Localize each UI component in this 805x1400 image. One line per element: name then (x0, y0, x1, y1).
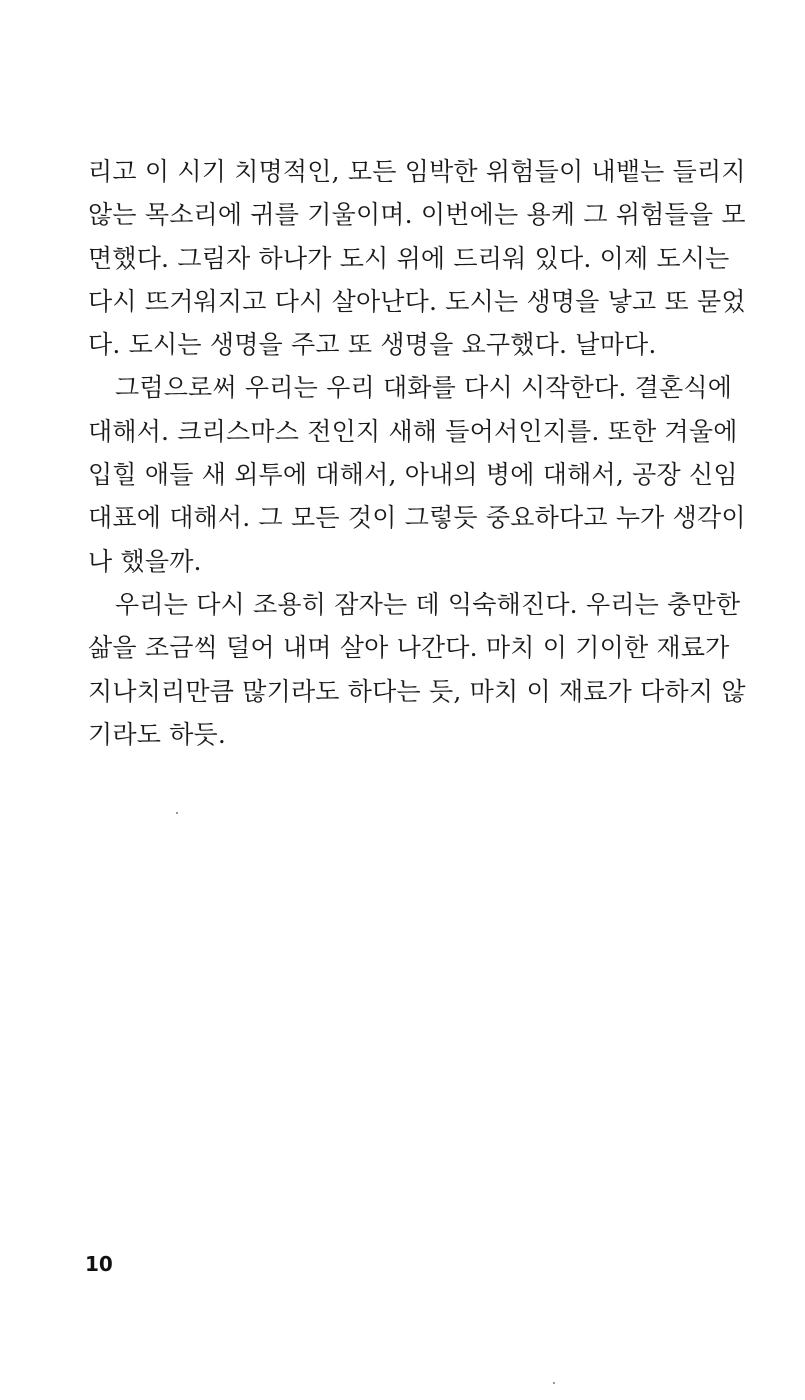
text-line: 기라도 하듯. (88, 719, 227, 749)
text-line: 우리는 다시 조용히 잠자는 데 익숙해진다. 우리는 충만한 (115, 589, 741, 619)
text-line: 않는 목소리에 귀를 기울이며. 이번에는 용케 그 위험들을 모 (88, 200, 746, 230)
scan-speck (553, 1382, 555, 1384)
text-line: 삶을 조금씩 덜어 내며 살아 나간다. 마치 이 기이한 재료가 (88, 633, 730, 663)
text-line: 대표에 대해서. 그 모든 것이 그렇듯 중요하다고 누가 생각이 (88, 503, 746, 533)
body-text (88, 150, 768, 756)
paragraph-1 (88, 150, 768, 366)
page-number: 10 (85, 1252, 113, 1276)
text-line: 다시 뜨거워지고 다시 살아난다. 도시는 생명을 낳고 또 묻었 (88, 286, 746, 316)
text-line: 리고 이 시기 치명적인, 모든 임박한 위험들이 내뱉는 들리지 (88, 157, 746, 186)
text-line: 그럼으로써 우리는 우리 대화를 다시 시작한다. 결혼식에 (115, 373, 733, 403)
text-line: 대해서. 크리스마스 전인지 새해 들어서인지를. 또한 겨울에 (88, 416, 738, 446)
text-line: 면했다. 그림자 하나가 도시 위에 드리워 있다. 이제 도시는 (88, 243, 730, 273)
scan-speck (176, 812, 178, 814)
text-line: 나 했을까. (88, 546, 202, 576)
paragraph-3 (88, 583, 768, 756)
text-line: 다. 도시는 생명을 주고 또 생명을 요구했다. 날마다. (88, 330, 657, 360)
text-line: 지나치리만큼 많기라도 하다는 듯, 마치 이 재료가 다하지 않 (88, 676, 746, 706)
text-line: 입힐 애들 새 외투에 대해서, 아내의 병에 대해서, 공장 신임 (88, 460, 738, 490)
paragraph-2 (88, 366, 768, 582)
